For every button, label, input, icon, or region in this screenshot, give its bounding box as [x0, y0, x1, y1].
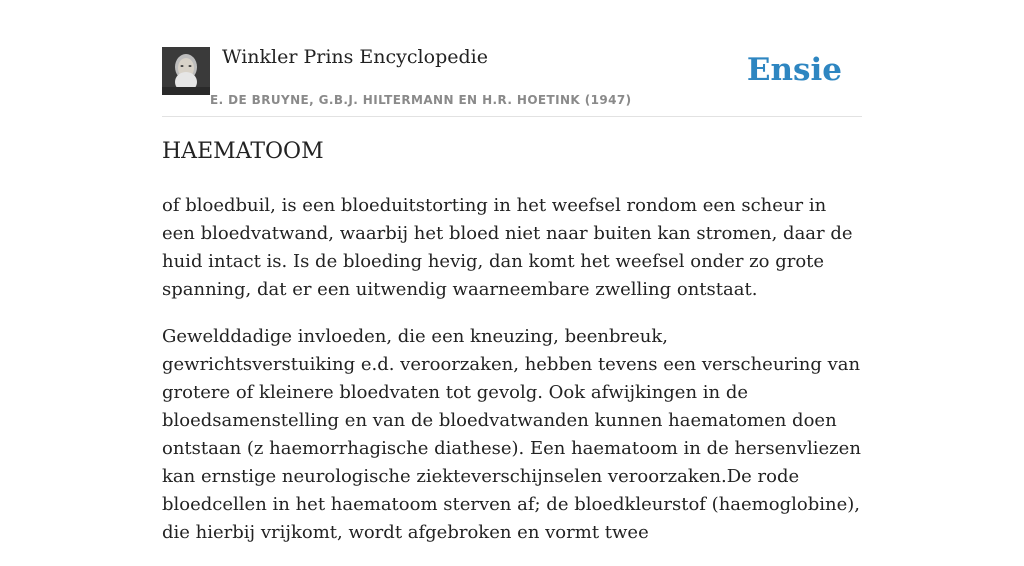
paragraph: of bloedbuil, is een bloeduitstorting in het weefsel rondom een scheur in een bloedvatwand, waarbij het bloed niet naar buiten kan stromen, daar de huid intact is. Is de bloeding hevig, dan komt het weefsel onder zo grote spanning, dat er een uitwendig waarneembare zwelling ontstaat.: [162, 195, 853, 300]
author-avatar[interactable]: [162, 47, 210, 95]
entry-title: HAEMATOOM: [162, 139, 324, 164]
brand-logo[interactable]: Ensie: [746, 52, 842, 88]
paragraph: Gewelddadige invloeden, die een kneuzing, beenbreuk, gewrichtsverstuiking e.d. veroorzaken, hebben tevens een verscheuring van grotere of kleinere bloedvaten tot gevolg. Ook afwijkingen in de bloedsamenstelling en van de bloedvatwanden kunnen haematomen doen ontstaan (z haemorrhagische diathese). Een haematoom in de hersenvliezen kan ernstige neurologische ziekteverschijnselen veroorzaken.De rode bloedcellen in het haematoom sterven af; de bloedkleurstof (haemoglobine), die hierbij vrijkomt, wordt afgebroken en vormt twee: [162, 326, 861, 543]
author-portrait-icon: [162, 47, 210, 95]
site-title[interactable]: Winkler Prins Encyclopedie: [222, 46, 488, 68]
header: [162, 46, 862, 117]
entry-body: [162, 192, 862, 566]
authors-line: E. DE BRUYNE, G.B.J. HILTERMANN EN H.R. HOETINK (1947): [210, 93, 632, 107]
